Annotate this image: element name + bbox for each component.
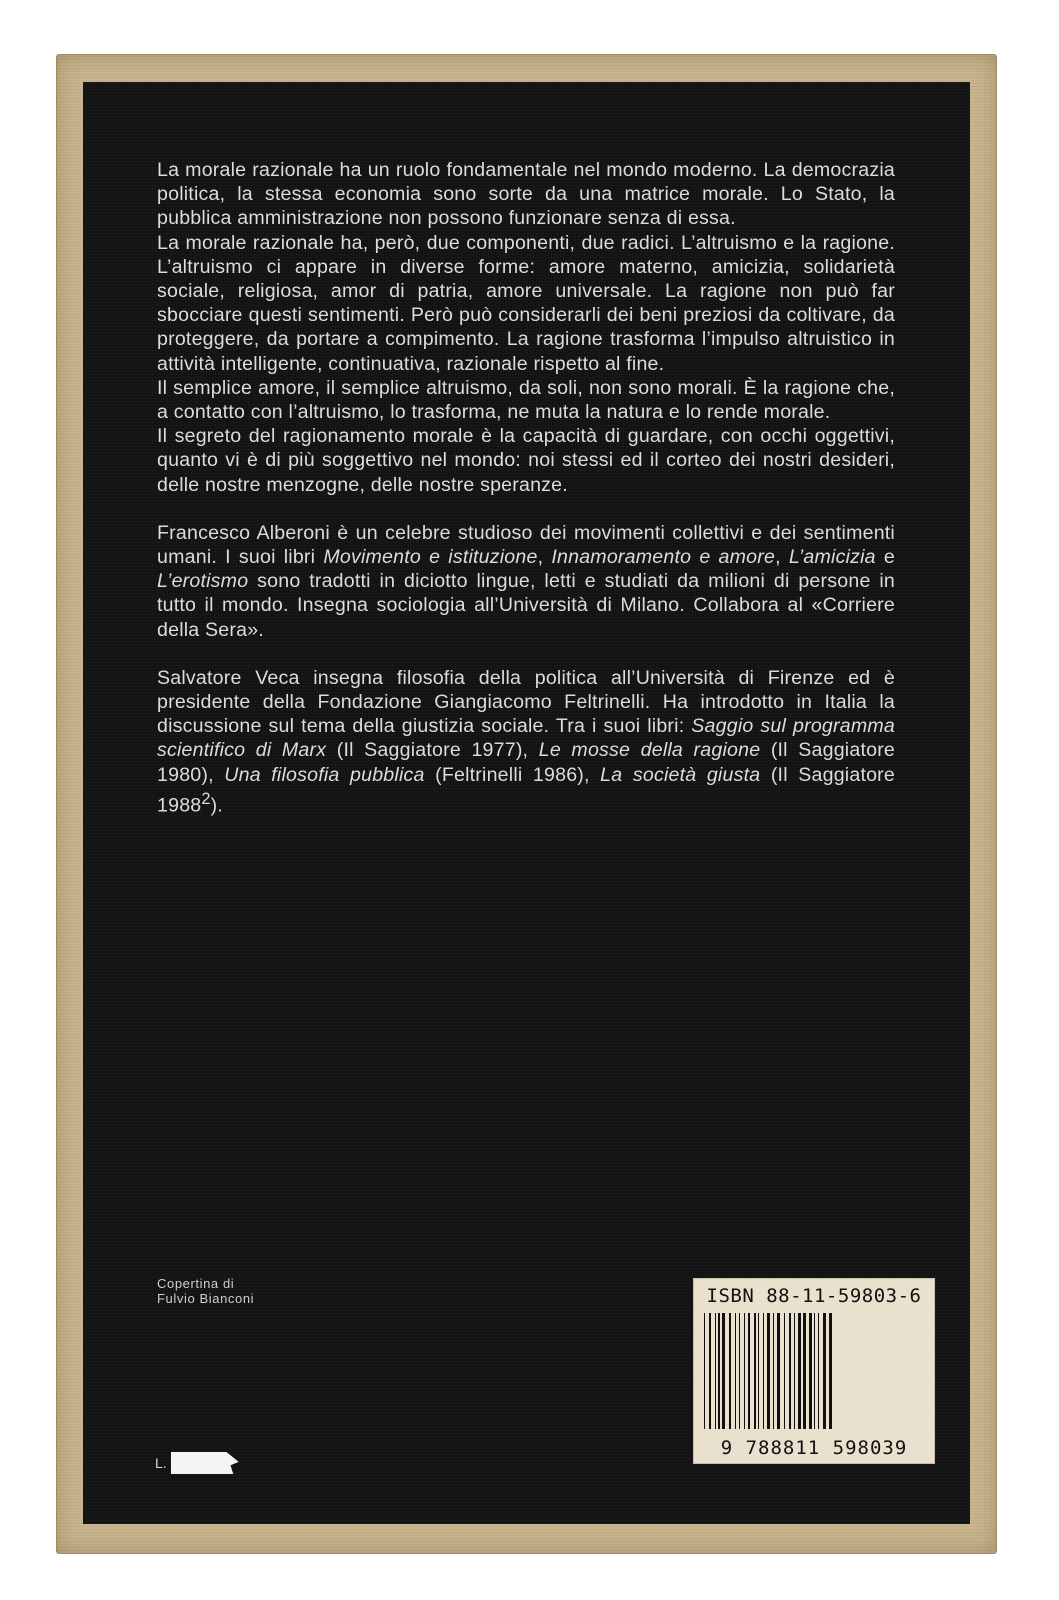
alberoni-book-1: Movimento e istituzione [323,546,538,569]
veca-text-4: (Feltrinelli 1986), [424,763,601,786]
barcode-bar [798,1313,801,1429]
alberoni-book-2: Innamoramento e amore [551,546,776,569]
blurb-paragraph-3: Il semplice amore, il semplice altruismo, da soli, non sono morali. È la ragione che, a contatto con l’altruismo, lo trasforma, ne muta la natura e lo rende morale. [157,376,895,424]
ean-number: 9 788811 598039 [720,1437,908,1459]
barcode-bar [754,1313,756,1429]
barcode-bar [715,1313,716,1429]
edition-superscript: 2 [201,789,211,808]
barcode-bar [777,1313,780,1429]
isbn-number: ISBN 88-11-59803-6 [706,1285,922,1307]
barcode-bar [735,1313,736,1429]
barcode-bar [809,1313,812,1429]
barcode-bar [803,1313,806,1429]
barcode-bar [739,1313,740,1429]
veca-book-1: Saggio sul programma scientifico di Marx [157,715,895,762]
veca-book-2: Le mosse della ragione [538,739,761,762]
alberoni-book-3: L’amicizia [788,546,876,569]
blurb-paragraph-1: La morale razionale ha un ruolo fondamentale nel mondo moderno. La democrazia politica, la stessa economia sono sorte da una matrice morale. Lo Stato, la pubblica amministrazione non possono funzionare senza di essa. [157,159,895,230]
blurb-paragraph-4: Il segreto del ragionamento morale è la capacità di guardare, con occhi oggettivi, quanto vi è di più soggettivo nel mondo: noi stessi ed il corteo dei nostri desideri, delle nostre menzogne, delle nostre speranze. [157,425,895,496]
barcode-bar [829,1313,832,1429]
barcode-bar [718,1313,720,1429]
cover-credit-line-2: Fulvio Bianconi [157,1291,255,1306]
barcode-bar [794,1313,795,1429]
cover-credit [157,1276,254,1306]
blurb-paragraph-2: La morale razionale ha, però, due componenti, due radici. L’altruismo e la ragione. L’altruismo ci appare in diverse forme: amore materno, amicizia, solidarietà sociale, religiosa, amor di patria, amore universale. La ragione non può far sbocciare questi sentimenti. Però può considerarli dei beni preziosi da coltivare, da proteggere, da portare a compimento. La ragione trasforma l’impulso altruistico in attività intelligente, continuativa, razionale rispetto al fine. [157,231,895,375]
barcode-bar [823,1313,826,1429]
price-sticker [171,1452,239,1474]
barcode-bar [744,1313,745,1429]
veca-text-3: (Il Saggiatore 1980), [157,739,896,786]
barcode-bar [814,1313,815,1429]
alberoni-bio [157,521,895,642]
veca-text-2: (Il Saggiatore 1977), [326,739,539,762]
alberoni-text-4: e [875,546,895,569]
barcode-bar [763,1313,764,1429]
alberoni-text-3: , [775,546,789,569]
isbn-barcode [693,1278,935,1464]
veca-text-5: (Il Saggiatore 1988 [157,763,896,817]
book-back-cover [56,54,997,1554]
barcode-bar [818,1313,819,1429]
barcode-bar [709,1313,711,1429]
barcode-bar [748,1313,750,1429]
barcode-bar [729,1313,731,1429]
cover-credit-line-1: Copertina di [157,1276,235,1291]
veca-book-3: Una filosofia pubblica [224,763,425,786]
barcode-bar [758,1313,759,1429]
barcode-bar [704,1313,705,1429]
barcode-bar [784,1313,785,1429]
barcode-bars [702,1313,926,1429]
back-cover-text [157,158,895,818]
price-label: L. [155,1455,167,1471]
veca-text-6: ). [210,794,224,817]
cover-panel [83,82,970,1524]
price-area [155,1452,239,1474]
alberoni-text-5: sono tradotti in diciotto lingue, letti e studiati da milioni di persone in tutto il mondo. Insegna sociologia all’Università di Milano. Collabora al «Corriere della Sera». [157,570,895,641]
alberoni-book-4: L’erotismo [157,570,249,593]
barcode-bar [722,1313,725,1429]
alberoni-text-1: Francesco Alberoni è un celebre studioso dei movimenti collettivi e dei sentimenti umani. I suoi libri [157,521,895,569]
veca-text-1: Salvatore Veca insegna filosofia della politica all’Università di Firenze ed è presidente della Fondazione Giangiacomo Feltrinelli. Ha introdotto in Italia la discussione sul tema della giustizia sociale. Tra i suoi libri: [157,666,895,738]
veca-bio [157,666,895,818]
veca-book-4: La società giusta [600,763,761,786]
barcode-bar [789,1313,791,1429]
barcode-bar [767,1313,770,1429]
alberoni-text-2: , [537,546,552,569]
barcode-bar [773,1313,774,1429]
